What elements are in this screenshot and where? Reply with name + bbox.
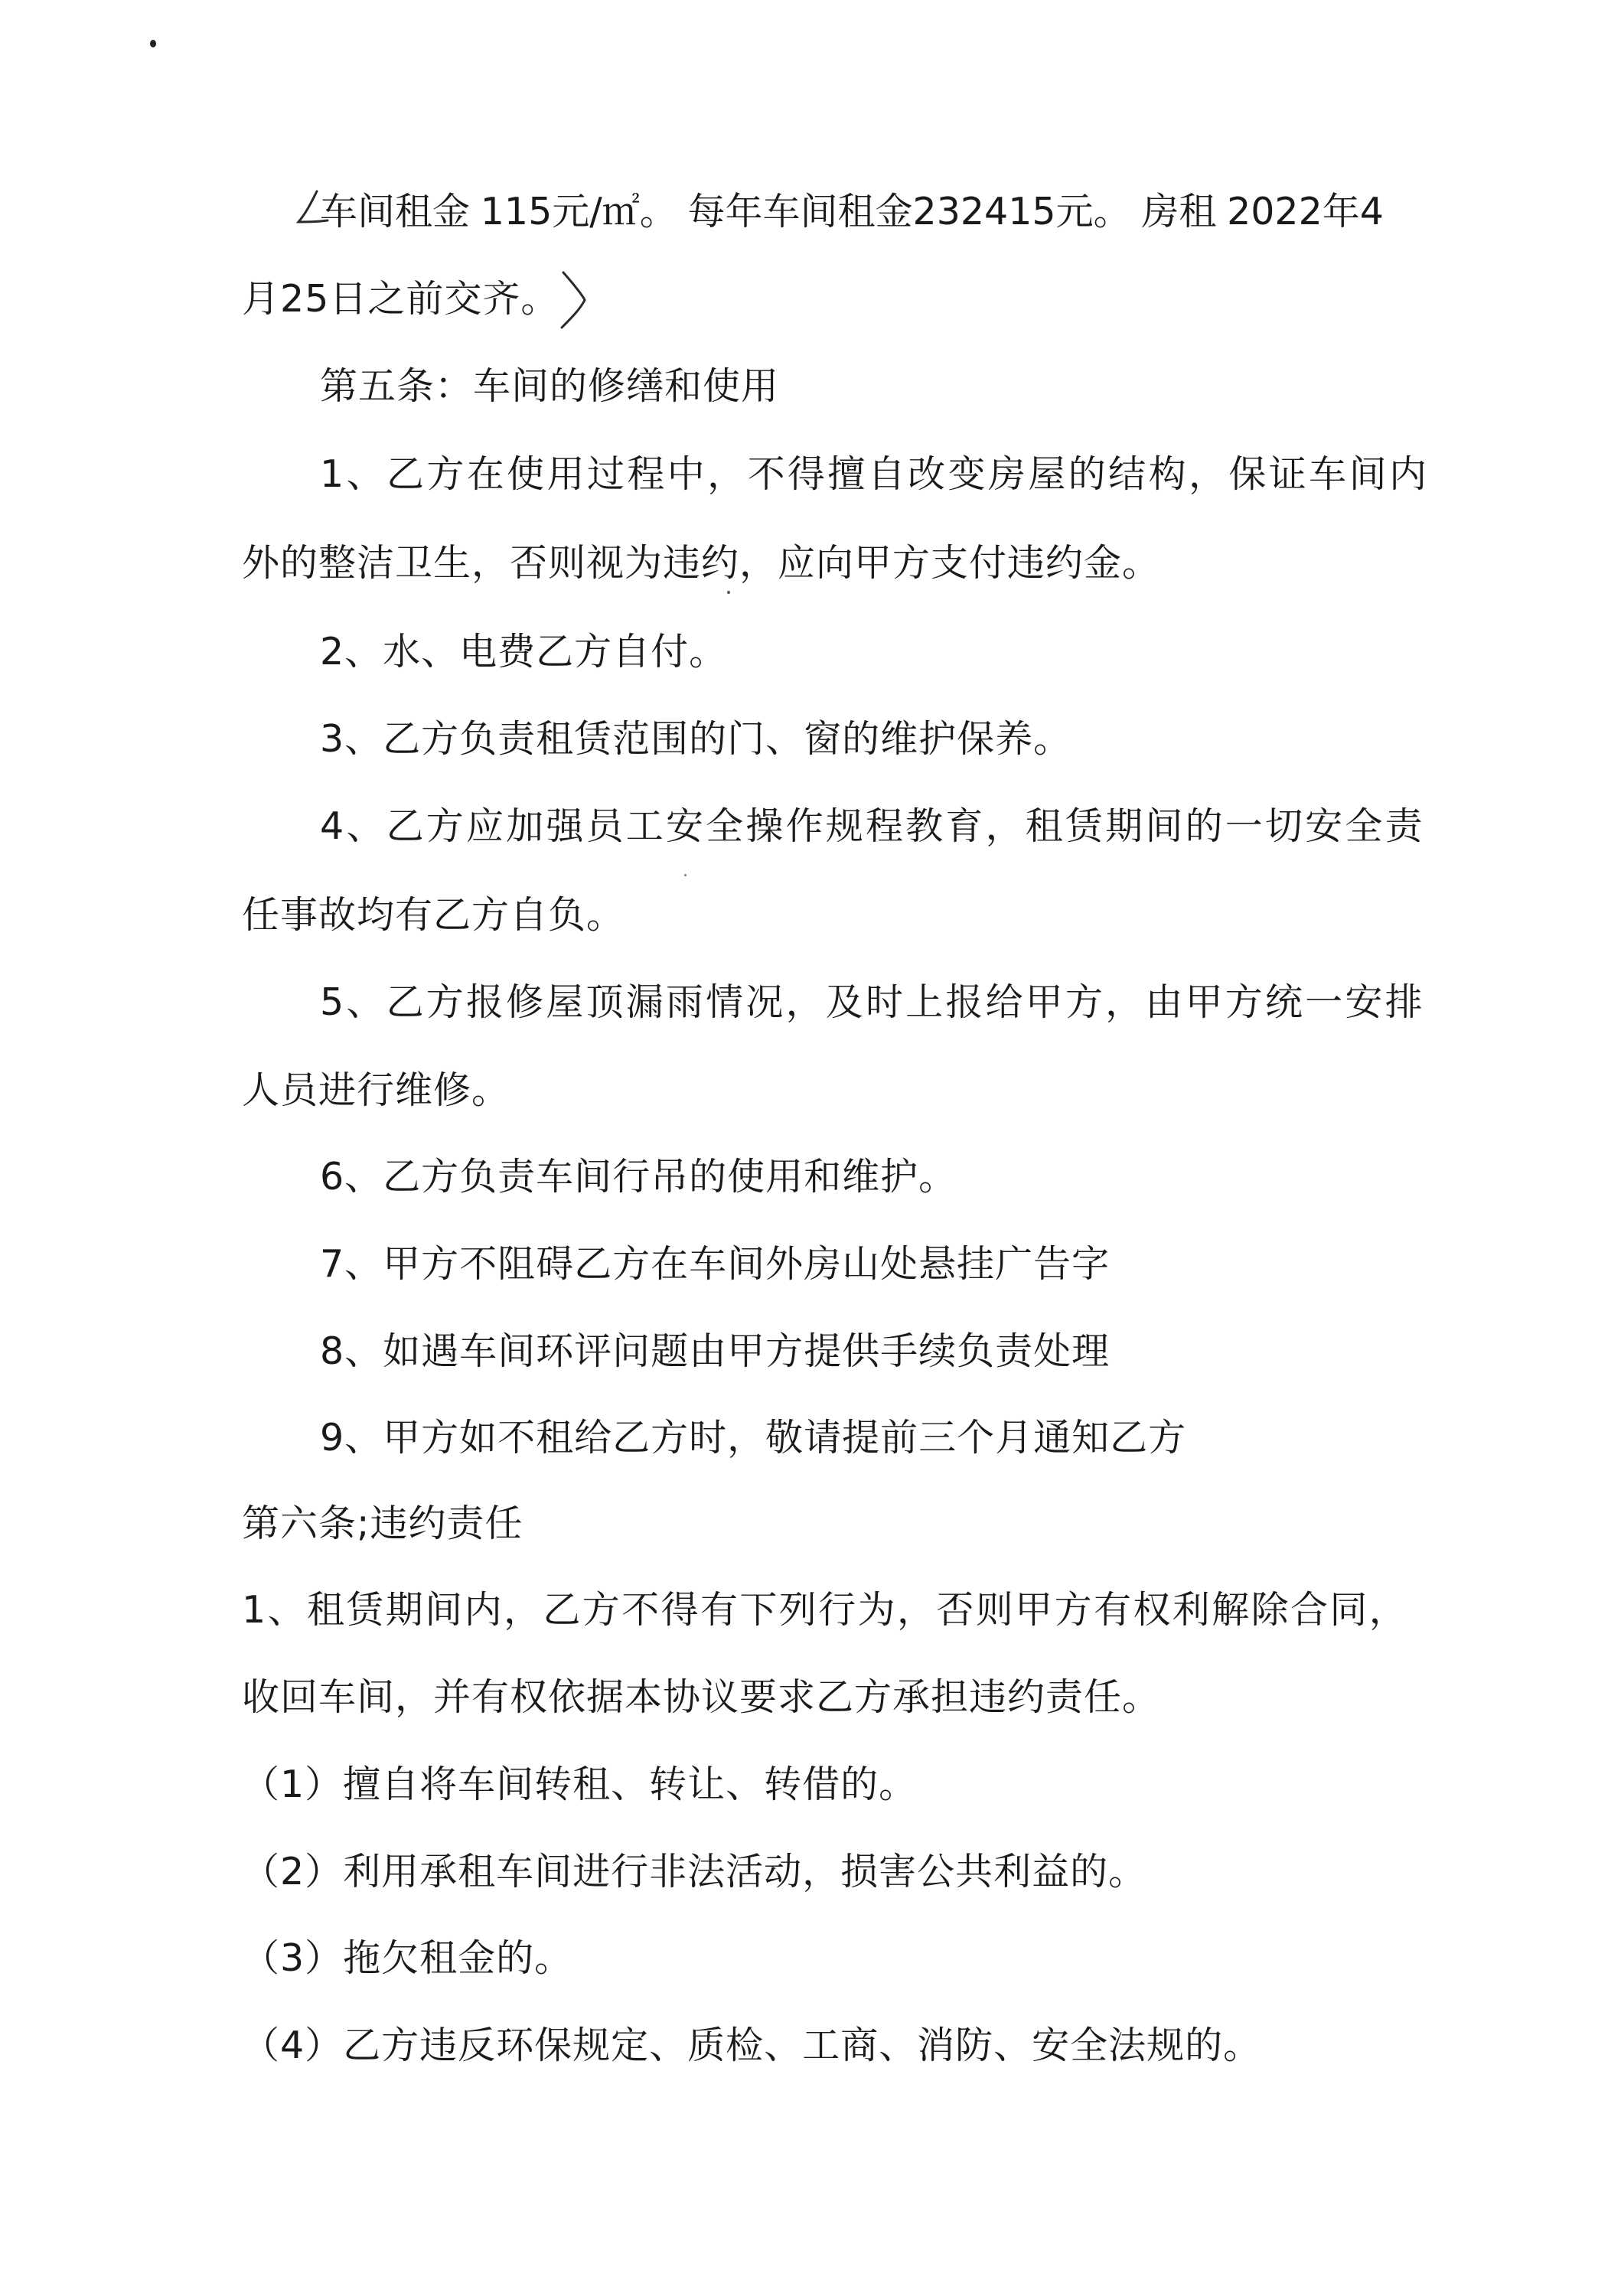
article-5-item-9: 9、甲方如不租给乙方时，敬请提前三个月通知乙方 <box>320 1416 1187 1459</box>
article-6-clause-1-line-1: 1、租赁期间内，乙方不得有下列行为，否则甲方有权利解除合同， <box>242 1588 1409 1632</box>
article-5-item-5-line-2: 人员进行维修。 <box>242 1068 510 1112</box>
article-6-subitem-2: （2）利用承租车间进行非法活动，损害公共利益的。 <box>242 1850 1147 1893</box>
article-6-clause-1-line-2: 收回车间，并有权依据本协议要求乙方承担违约责任。 <box>242 1675 1161 1719</box>
article-6-heading: 第六条;违约责任 <box>242 1502 523 1545</box>
article-5-item-1-line-2: 外的整洁卫生，否则视为违约，应向甲方支付违约金。 <box>242 541 1161 585</box>
rent-clause-line-2: 月25日之前交齐。 <box>242 277 559 321</box>
article-6-subitem-3: （3）拖欠租金的。 <box>242 1936 573 1980</box>
article-5-item-5-line-1: 5、乙方报修屋顶漏雨情况，及时上报给甲方，由甲方统一安排 <box>320 980 1425 1024</box>
article-5-item-6: 6、乙方负责车间行吊的使用和维护。 <box>320 1155 957 1199</box>
scan-dot <box>727 591 730 594</box>
rent-clause-line-1 <box>320 189 1384 235</box>
article-5-item-4-line-2: 任事故均有乙方自负。 <box>242 893 625 937</box>
article-5-item-7: 7、甲方不阻碍乙方在车间外房山处悬挂广告字 <box>320 1242 1111 1286</box>
handwritten-close-mark <box>557 269 591 331</box>
scan-dot <box>684 874 687 876</box>
rent-segment-annual: 每年车间租金232415元。 <box>687 190 1131 233</box>
article-5-item-4-line-1: 4、乙方应加强员工安全操作规程教育，租赁期间的一切安全责 <box>320 804 1425 848</box>
rent-segment-label: 车间租金 <box>320 190 471 233</box>
item-text: 1、乙方在使用过程中，不得擅自改变房屋的结构，保证车间内 <box>320 452 1430 496</box>
article-5-item-1-line-1 <box>320 452 1430 497</box>
article-5-heading: 第五条：车间的修缮和使用 <box>320 364 780 408</box>
rent-segment-date: 2022年4 <box>1227 190 1384 233</box>
rent-segment-rate: 115元/㎡。 <box>480 190 677 233</box>
article-5-item-2: 2、水、电费乙方自付。 <box>320 630 728 673</box>
rent-segment-rent: 房租 <box>1141 190 1217 233</box>
article-5-item-8: 8、如遇车间环评问题由甲方提供手续负责处理 <box>320 1329 1111 1373</box>
scan-speck <box>150 40 156 47</box>
article-5-item-3: 3、乙方负责租赁范围的门、窗的维护保养。 <box>320 717 1072 761</box>
article-6-subitem-1: （1）擅自将车间转租、转让、转借的。 <box>242 1763 918 1806</box>
article-6-subitem-4: （4）乙方违反环保规定、质检、工商、消防、安全法规的。 <box>242 2024 1262 2067</box>
